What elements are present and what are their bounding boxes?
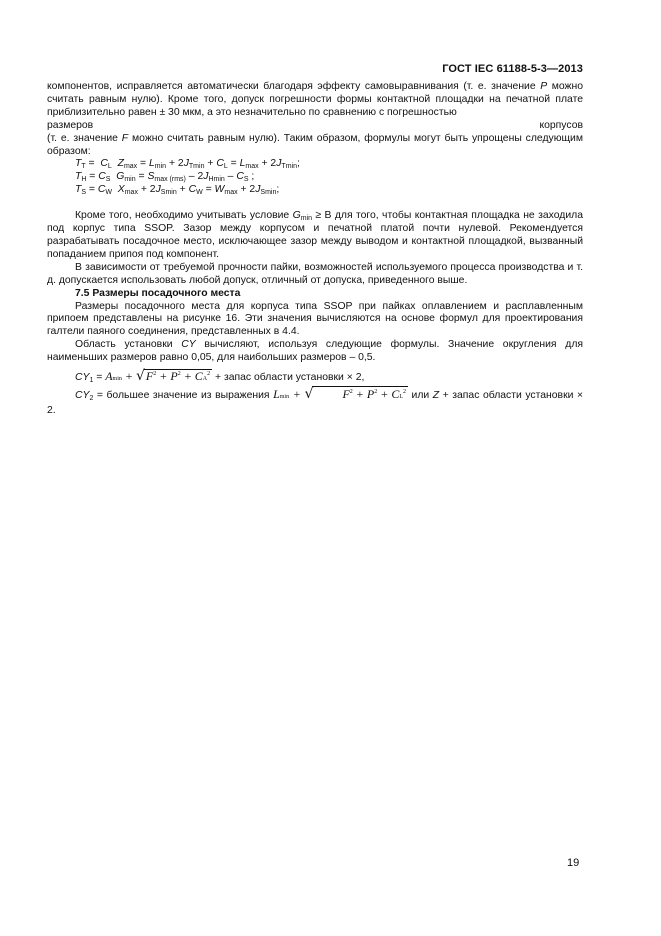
document-id-header: ГОСТ IEC 61188-5-3—2013: [442, 63, 583, 75]
spacer: [47, 197, 583, 210]
text-run: можно считать равным нулю). Кроме того, допуск погрешности формы контактной площадки на печатной плате приблизительно равен ± 30 мкм, а это незначительно по сравнению с погрешностью: [47, 81, 584, 118]
paragraph-land-pattern: Размеры посадочного места для корпуса типа SSOP при пайках оплавлением и расплавленным припоем представлены на рисунке 16. Эти значения вычисляются на основе формул для проектирования галтели паяного соединения, представленных в 4.4.: [47, 300, 583, 338]
radical-expression-a: $Amin + √F^2 + P^2 + CA^2$: [105, 368, 211, 385]
equals-sign: =: [93, 372, 106, 384]
formula-side: $T_S = C_W$ $X_{max} + 2J_{Smin} + C_W = W_{max} + 2J_{Smin}$;: [75, 184, 280, 197]
text-run: ≥ B для того, чтобы контактная площадка не заходила под корпус типа SSOP. Зазор между корпусом и печатной платой почти нулевой. Рекомендуется разрабатывать посадочное место, исключающее зазор между выводом и контактной площадкой, вызванный попаданием припоя под компонент.: [47, 210, 583, 260]
formula-toe: $T_T = C_L$ $Z_{max} = L_{min} + 2J_{Tmin} + C_L = L_{max} + 2J_{Tmin}$;: [75, 158, 300, 171]
variable-z: Z: [432, 389, 440, 401]
page-body: [47, 81, 583, 418]
text-run: вычисляют, используя следующие формулы. Значение округления для наименьших размеров равно 0,05, для наибольших размеров – 0,5.: [47, 339, 584, 364]
paragraph-courtyard: [47, 339, 583, 365]
section-heading: 7.5 Размеры посадочного места: [75, 287, 241, 299]
formula-cy2: [47, 386, 583, 418]
variable-f: F: [121, 132, 129, 144]
text-run: (т. е. значение: [47, 132, 118, 144]
formula-heel: $T_H = C_S$ $G_{min} = S_{max (rms)} - 2J_{Hmin} - C_S$ ;: [75, 171, 255, 184]
variable-g: G: [292, 210, 301, 222]
page-number: 19: [567, 857, 580, 869]
paragraph-gap-condition: [47, 210, 583, 262]
text-run: или: [411, 389, 433, 401]
cy-subscript: 2: [89, 394, 94, 402]
word-sizes: размеров: [47, 119, 94, 131]
text-run: Область установки: [75, 339, 173, 351]
word-cases: корпусов: [539, 119, 583, 131]
sizes-row: [47, 120, 583, 133]
paragraph-tolerance: В зависимости от требуемой прочности пайки, возможностей используемого процесса производства и т. д. допускается использовать любой допуск, отличный от допуска, приведенного выше.: [47, 261, 583, 286]
cy-symbol: CY: [75, 389, 90, 401]
text-run: компонентов, исправляется автоматически благодаря эффекту самовыравнивания (т. е. значение: [47, 81, 536, 92]
subscript-min: min: [300, 215, 312, 223]
variable-p: P: [540, 81, 548, 92]
text-run: = большее значение из выражения: [93, 389, 274, 401]
text-run: можно считать равным нулю). Таким образом, формулы могут быть упрощены следующим образом:: [47, 132, 584, 157]
paragraph-self-alignment: [47, 81, 583, 120]
cy-symbol: CY: [75, 372, 90, 384]
cy-subscript: 1: [89, 377, 94, 385]
radical-expression-l: Lmin + √ $F^2 + P^2 + CL^2$: [273, 385, 406, 402]
text-run: Кроме того, необходимо учитывать условие: [75, 210, 290, 222]
variable-cy: CY: [181, 339, 196, 351]
paragraph-simplification: [47, 133, 583, 159]
text-run: + запас области установки × 2.: [47, 389, 584, 416]
text-run: + запас области установки × 2,: [215, 372, 365, 384]
formula-cy1: [47, 369, 583, 386]
